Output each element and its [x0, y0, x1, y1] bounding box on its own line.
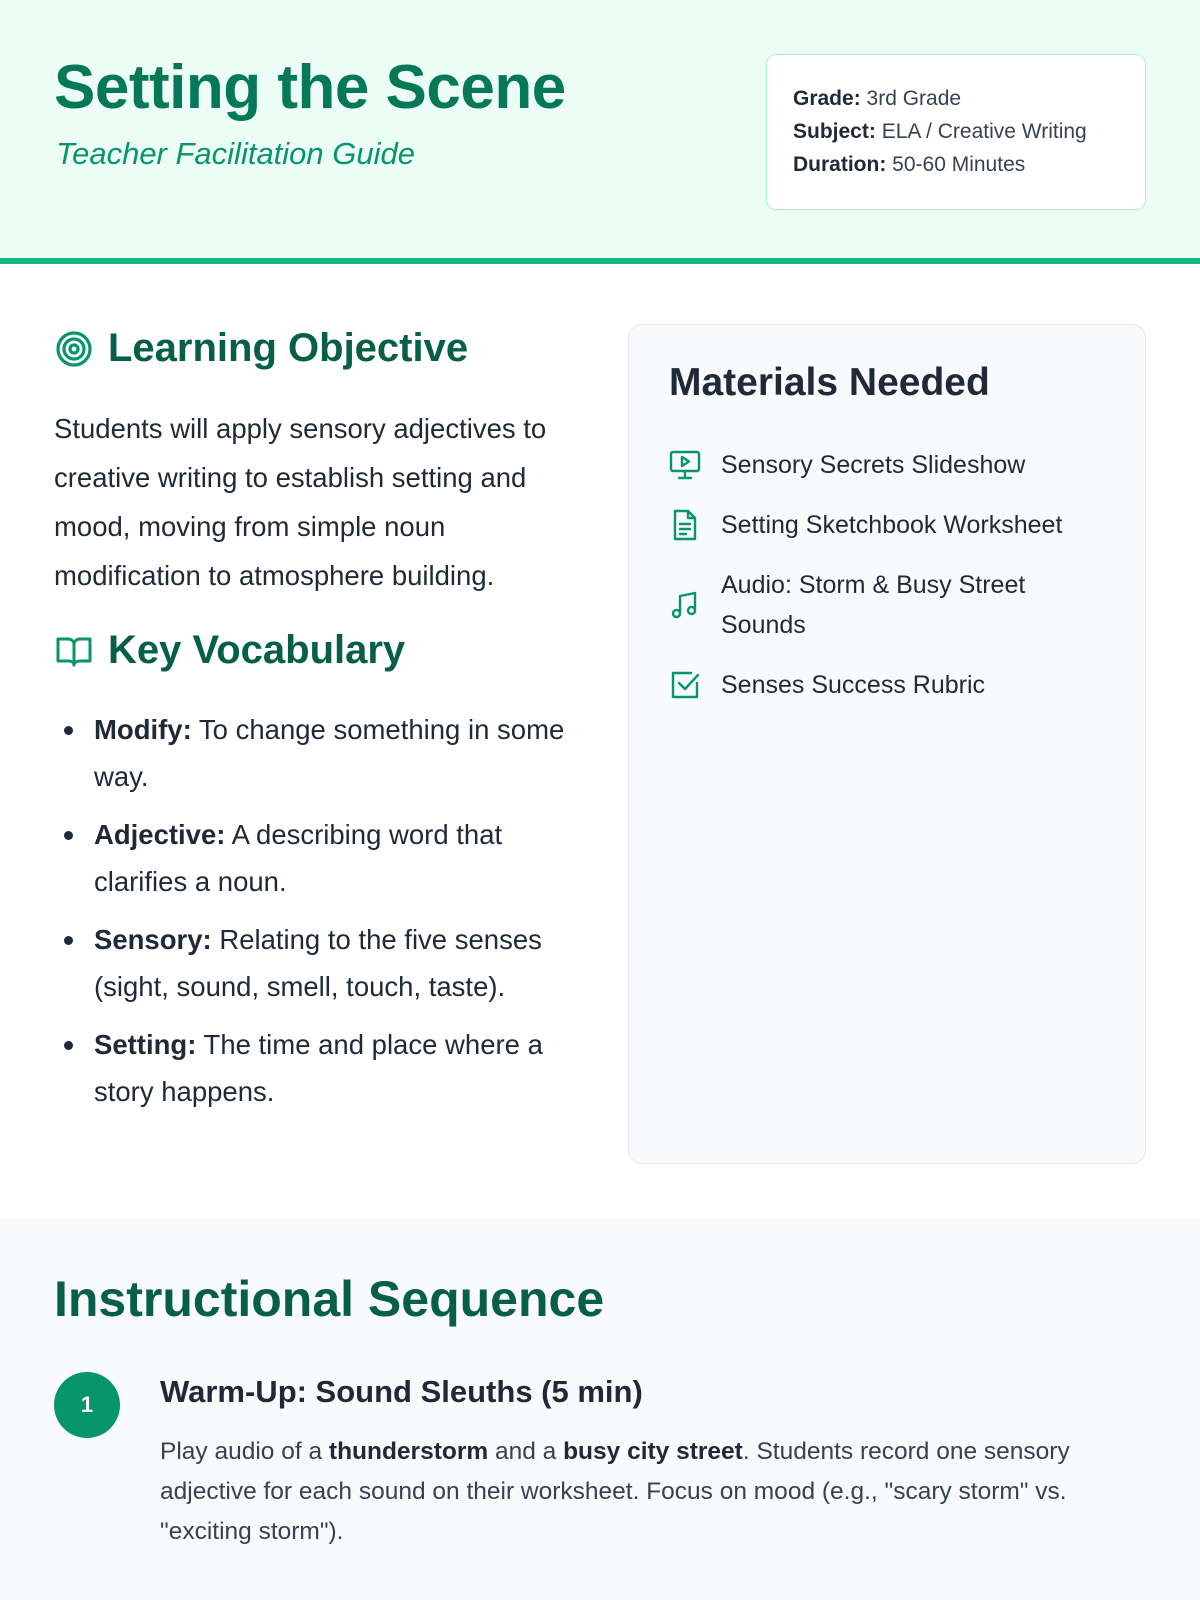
objective-text: Students will apply sensory adjectives to creative writing to establish setting and mood, moving from simple noun modification to atmosphere building. [54, 413, 547, 591]
objective-heading: Learning Objective [54, 326, 468, 371]
book-open-icon [54, 631, 94, 671]
material-item-audio: Audio: Storm & Busy Street Sounds [669, 565, 1109, 645]
vocabulary-list [54, 706, 574, 1126]
lesson-meta-card [766, 54, 1146, 210]
step-description: Play audio of a thunderstorm and a busy city street. Students record one sensory adjective for each sound on their worksheet. Focus on mood (e.g., "scary storm" vs. "exciting storm"). [160, 1438, 1070, 1545]
meta-duration: Duration: 50-60 Minutes [793, 153, 1026, 176]
music-note-icon [669, 589, 701, 621]
meta-grade: Grade: 3rd Grade [793, 87, 962, 110]
page-subtitle: Teacher Facilitation Guide [56, 136, 415, 171]
list-item: Modify: To change something in some way. [54, 706, 574, 800]
material-item-worksheet: Setting Sketchbook Worksheet [669, 505, 1109, 545]
target-icon [54, 329, 94, 369]
step-title: Warm-Up: Sound Sleuths (5 min) [160, 1374, 643, 1409]
meta-subject: Subject: ELA / Creative Writing [793, 120, 1087, 143]
checkbox-icon [669, 669, 701, 701]
page-title: Setting the Scene [54, 53, 566, 122]
list-item: Setting: The time and place where a story happens. [54, 1021, 574, 1115]
materials-heading: Materials Needed [669, 361, 990, 404]
material-item-slideshow: Sensory Secrets Slideshow [669, 445, 1109, 485]
step-number-badge: 1 [54, 1372, 120, 1438]
list-item: Sensory: Relating to the five senses (sight, sound, smell, touch, taste). [54, 916, 574, 1010]
materials-card [628, 324, 1146, 1164]
list-item: Adjective: A describing word that clarifies a noun. [54, 811, 574, 905]
material-item-rubric: Senses Success Rubric [669, 665, 1109, 705]
document-icon [669, 509, 701, 541]
vocabulary-heading: Key Vocabulary [54, 628, 405, 673]
page-header [0, 0, 1200, 264]
sequence-heading: Instructional Sequence [54, 1271, 605, 1327]
presentation-icon [669, 449, 701, 481]
